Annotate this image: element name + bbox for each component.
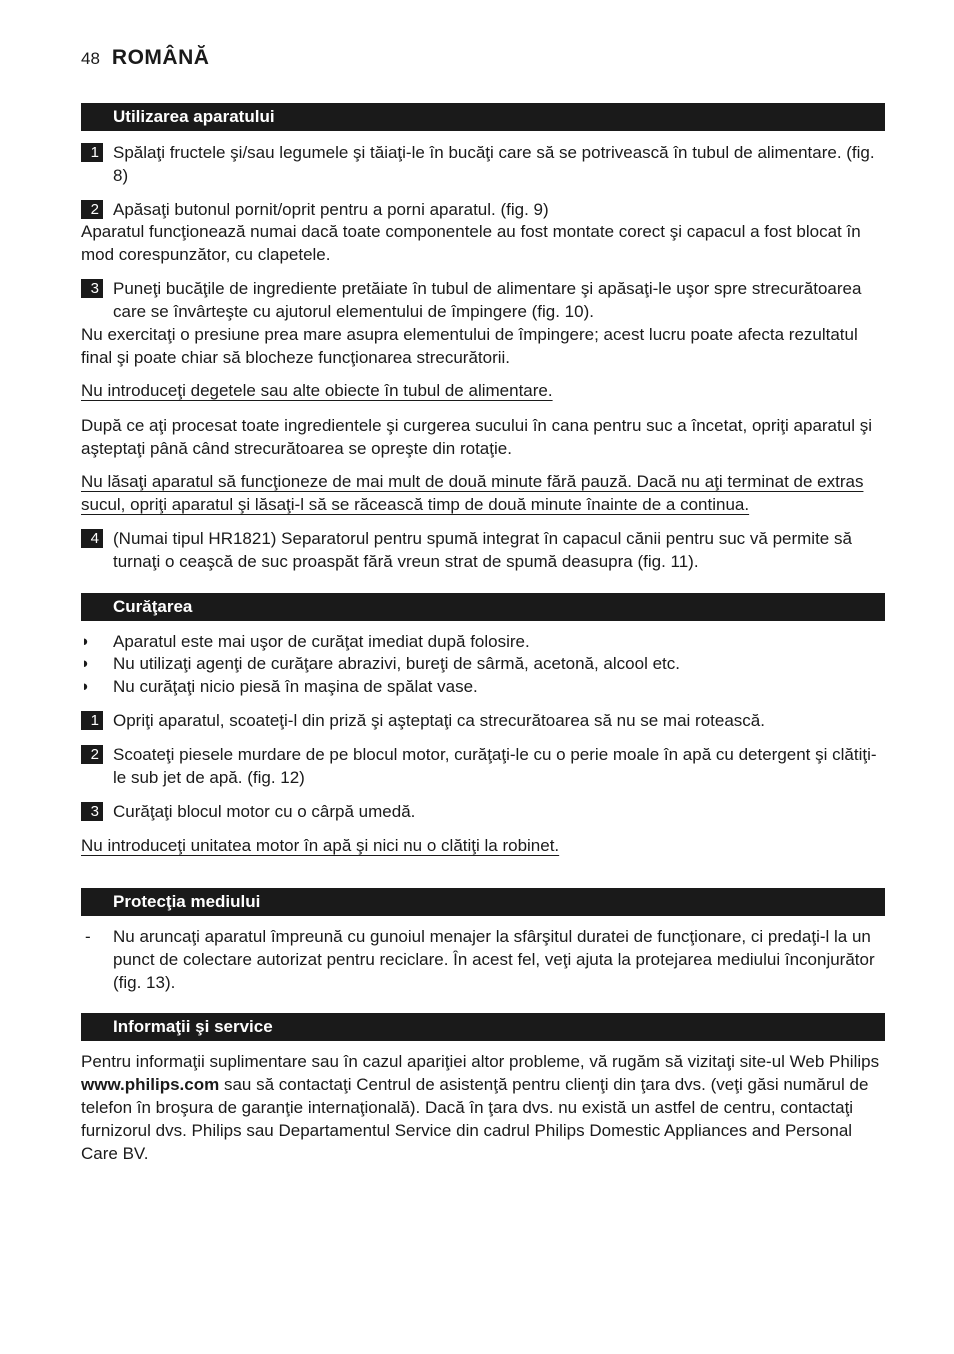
warning-text: Nu lăsaţi aparatul să funcţioneze de mai mult de două minute fără pauză. Dacă nu aţi terminat de extras sucul, opriţi aparatul şi lăsaţi-l să se răcească timp de două minute înainte de a continua. <box>81 472 864 514</box>
triangle-bullet-icon: ◗ <box>81 678 91 695</box>
usage-warning-fingers <box>81 379 887 402</box>
usage-paragraph-after: După ce aţi procesat toate ingredientele şi curgerea sucului în cana pentru suc a încetat, opriţi aparatul şi aşteptaţi până când strecurătoarea se opreşte din rotaţie. <box>81 416 872 458</box>
environment-text: Nu aruncaţi aparatul împreună cu gunoiul menajer la sfârşitul duratei de funcţionare, ci predaţi-l la un punct de colectare autorizat pentru reciclare. În acest fel, veţi ajuta la protejarea mediului înconjurător (fig. 13). <box>113 927 875 992</box>
step-text: Puneţi bucăţile de ingrediente pretăiate în tubul de alimentare şi apăsaţi-le uşor spre strecurătoarea care se învârteşte cu ajutorul elementului de împingere (fig. 10). <box>113 279 862 321</box>
warning-text: Nu introduceţi unitatea motor în apă şi nici nu o clătiţi la robinet. <box>81 836 560 855</box>
cleaning-step-1 <box>81 709 887 732</box>
philips-website-link[interactable]: www.philips.com <box>81 1075 220 1094</box>
environment-item <box>81 925 887 994</box>
step-number: 1 <box>81 711 103 730</box>
triangle-bullet-icon: ◗ <box>81 633 91 650</box>
info-text-before: Pentru informaţii suplimentare sau în cazul apariţiei altor probleme, vă rugăm să vizitaţi site-ul Web Philips <box>81 1052 880 1071</box>
triangle-bullet-icon: ◗ <box>81 655 91 672</box>
cleaning-bullet <box>81 630 887 653</box>
page-number: 48 <box>81 49 100 68</box>
cleaning-step-2 <box>81 743 887 789</box>
section-title-cleaning: Curăţarea <box>81 593 885 621</box>
usage-step-4 <box>81 527 887 573</box>
section-title-usage: Utilizarea aparatului <box>81 103 885 131</box>
info-text-after: sau să contactaţi Centrul de asistenţă pentru clienţi din ţara dvs. (veţi găsi numărul de telefon în broşura de garanţie internaţională). Dacă în ţara dvs. nu există un astfel de centru, contactaţi furnizorul dvs. Philips sau Departamentul Service din cadrul Philips Domestic Appliances and Personal Care BV. <box>81 1075 869 1163</box>
step-number: 2 <box>81 200 103 219</box>
usage-note-3: Nu exercitaţi o presiune prea mare asupra elementului de împingere; acest lucru poate afecta rezultatul final şi poate chiar să blocheze funcţionarea strecurătorii. <box>81 325 858 367</box>
step-text: Apăsaţi butonul pornit/oprit pentru a porni aparatul. (fig. 9) <box>113 200 549 219</box>
bullet-text: Aparatul este mai uşor de curăţat imediat după folosire. <box>113 632 530 651</box>
usage-warning-duration <box>81 470 887 516</box>
section-title-environment: Protecţia mediului <box>81 888 885 916</box>
step-text: (Numai tipul HR1821) Separatorul pentru spumă integrat în capacul cănii pentru suc vă permite să turnaţi o ceaşcă de suc proaspăt fără vreun strat de spumă deasupra (fig. 11). <box>113 529 852 571</box>
step-text: Scoateţi piesele murdare de pe blocul motor, curăţaţi-le cu o perie moale în apă cu detergent şi clătiţi-le sub jet de apă. (fig. 12) <box>113 745 877 787</box>
cleaning-warning <box>81 834 887 857</box>
bullet-text: Nu utilizaţi agenţi de curăţare abrazivi, bureţi de sârmă, acetonă, alcool etc. <box>113 654 680 673</box>
usage-step-1 <box>81 141 887 187</box>
usage-note-2: Aparatul funcţionează numai dacă toate componentele au fost montate corect şi capacul a fost blocat în mod corespunzător, cu clapetele. <box>81 222 861 264</box>
language-heading: ROMÂNĂ <box>111 46 210 69</box>
step-number: 4 <box>81 529 103 548</box>
step-number: 2 <box>81 745 103 764</box>
cleaning-bullet <box>81 652 887 675</box>
bullet-text: Nu curăţaţi nicio piesă în maşina de spălat vase. <box>113 677 478 696</box>
section-title-info: Informaţii şi service <box>81 1013 885 1041</box>
warning-text: Nu introduceţi degetele sau alte obiecte în tubul de alimentare. <box>81 381 553 400</box>
usage-step-3 <box>81 277 887 323</box>
page-header <box>81 46 209 70</box>
step-text: Curăţaţi blocul motor cu o cârpă umedă. <box>113 802 416 821</box>
step-number: 3 <box>81 802 103 821</box>
cleaning-step-3 <box>81 800 887 823</box>
step-number: 1 <box>81 143 103 162</box>
info-paragraph <box>81 1050 887 1165</box>
cleaning-bullet <box>81 675 887 698</box>
step-number: 3 <box>81 279 103 298</box>
dash-marker: - <box>85 927 91 946</box>
step-text: Spălaţi fructele şi/sau legumele şi tăiaţi-le în bucăţi care să se potrivească în tubul de alimentare. (fig. 8) <box>113 143 875 185</box>
usage-step-2 <box>81 198 887 221</box>
step-text: Opriţi aparatul, scoateţi-l din priză şi aşteptaţi ca strecurătoarea să nu se mai rotească. <box>113 711 765 730</box>
